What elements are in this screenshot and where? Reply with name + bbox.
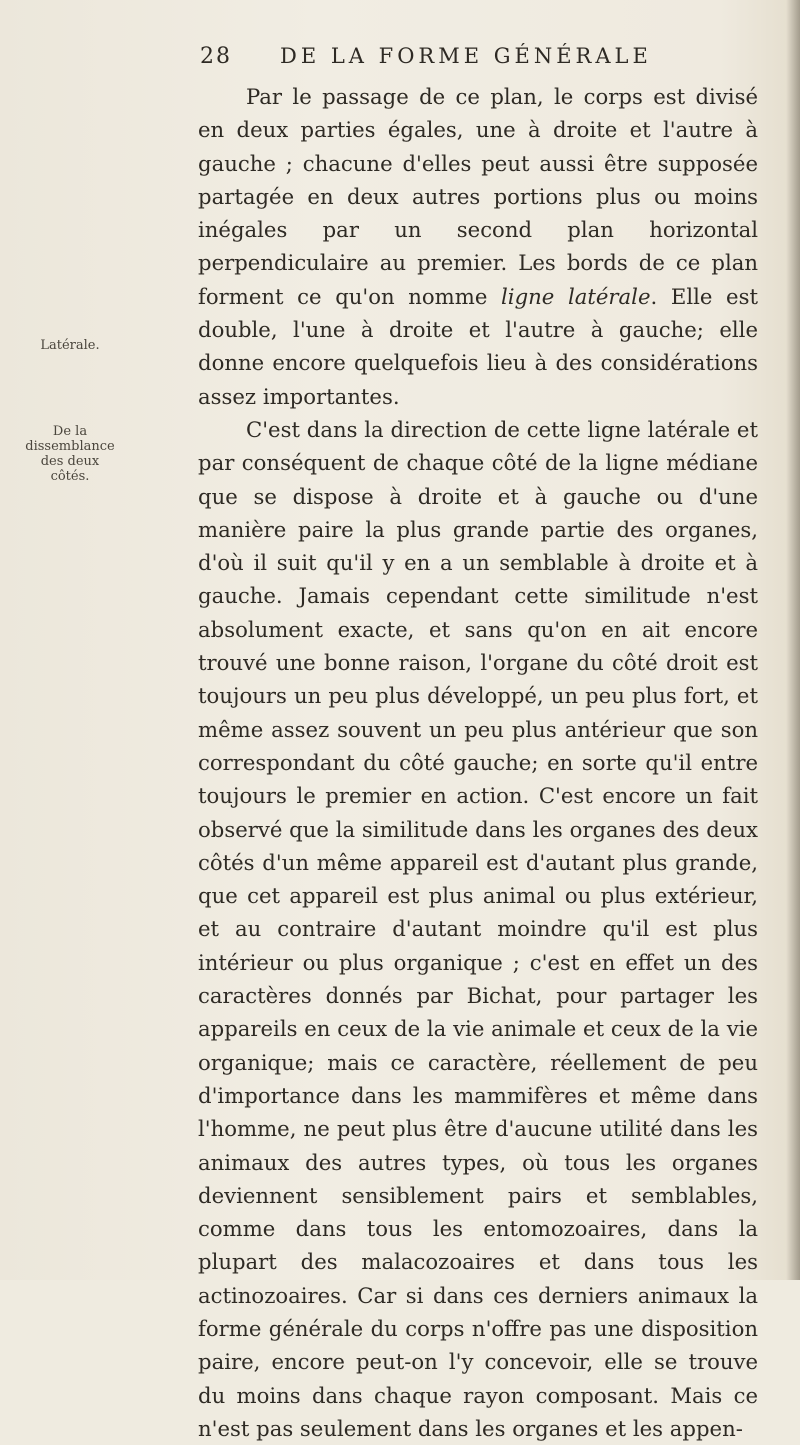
paragraph-2: C'est dans la direction de cette ligne latérale et par conséquent de chaque côté de la ligne médiane que se dispose à droite et à gauche ou d'une manière paire la plus grande partie des organes, d'où il suit qu'il y en a un semblable à droite et à gauche. Jamais cependant cette similitude n'est absolument exacte, et sans qu'on en ait encore trouvé une bonne raison, l'organe du côté droit est toujours un peu plus développé, un peu plus fort, et même assez souvent un peu plus antérieur que son correspondant du côté gauche; en sorte qu'il entre toujours le premier en action. C'est encore un fait observé que la similitude dans les organes des deux côtés d'un même appareil est d'autant plus grande, que cet appareil est plus animal ou plus extérieur, et au contraire d'autant moindre qu'il est plus intérieur ou plus organique ; c'est en effet un des caractères donnés par Bichat, pour partager les appareils en ceux de la vie animale et ceux de la vie organique; mais ce caractère, réellement de peu d'importance dans les mammifères et même dans l'homme, ne peut plus être d'aucune utilité dans les animaux des autres types, où tous les organes deviennent sensiblement pairs et semblables, comme dans tous les entomozoaires, dans la plupart des malacozoaires et dans tous les actinozoaires. Car si dans ces derniers animaux la forme générale du corps n'offre pas une disposition paire, encore peut-on l'y concevoir, elle se trouve du moins dans chaque rayon composant. Mais ce n'est pas seulement dans les organes et les appen-	[198, 416, 758, 1441]
paragraph-1	[198, 80, 758, 413]
paragraph-1-after: . Elle est double, l'une à droite et l'autre à gauche; elle donne encore quelquefois lieu à des considérations assez importantes.	[198, 283, 758, 409]
page-edge-shadow	[786, 0, 800, 1280]
body-text	[198, 80, 758, 1445]
margin-note-dissemblance: De la dissemblance des deux côtés.	[25, 424, 115, 484]
page-header	[200, 44, 760, 80]
page-number: 28	[200, 44, 232, 69]
margin-note-laterale: Latérale.	[40, 338, 100, 353]
paragraph-1-before: Par le passage de ce plan, le corps est divisé en deux parties égales, une à droite et l'autre à gauche ; chacune d'elles peut aussi être supposée partagée en deux autres portions plus ou moins inégales par un second plan horizontal perpendiculaire au premier. Les bords de ce plan forment ce qu'on nomme	[198, 84, 758, 309]
running-head: DE LA FORME GÉNÉRALE	[280, 44, 652, 68]
paragraph-1-italic-term: ligne latérale	[501, 283, 651, 309]
